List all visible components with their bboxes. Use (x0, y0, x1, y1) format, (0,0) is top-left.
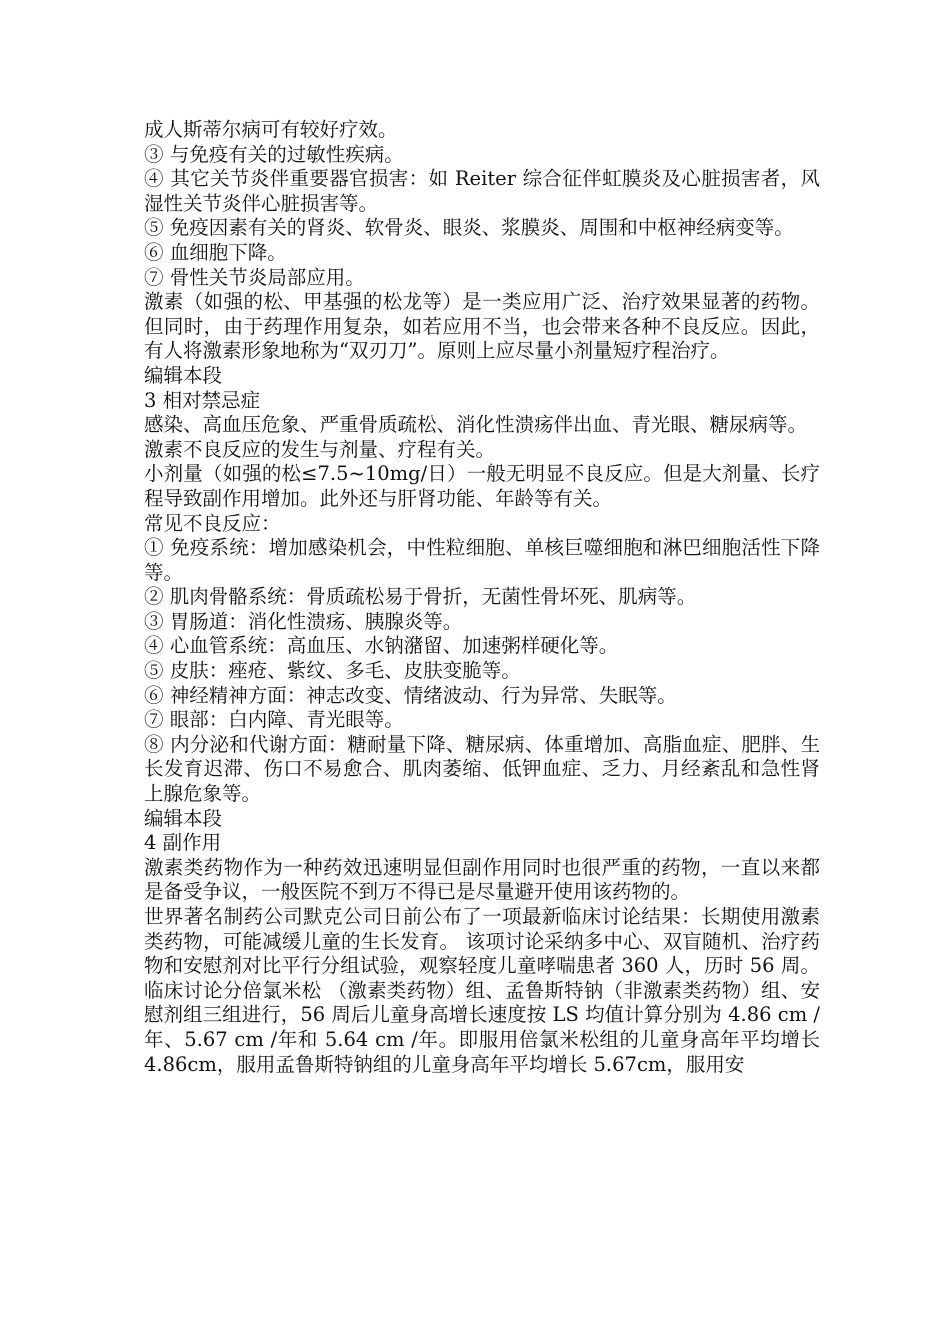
document-page (144, 118, 820, 1077)
edit-section-link[interactable]: 编辑本段 (144, 806, 223, 830)
list-item: ② 肌肉骨骼系统：骨质疏松易于骨折，无菌性骨坏死、肌病等。 (144, 585, 697, 609)
text-paragraph: 激素（如强的松、甲基强的松龙等）是一类应用广泛、治疗效果显著的药物。但同时，由于药理作用复杂，如若应用不当，也会带来各种不良反应。因此，有人将激素形象地称为“双刃刀”。原则上应尽量小剂量短疗程治疗。 (144, 290, 820, 363)
text-paragraph: 世界著名制药公司默克公司日前公布了一项最新临床讨论结果：长期使用激素类药物，可能减缓儿童的生长发育。 该项讨论采纳多中心、双盲随机、治疗药物和安慰剂对比平行分组试验，观察轻度儿童哮喘患者 360 人，历时 56 周。临床讨论分倍氯米松 （激素类药物）组、孟鲁斯特钠（非激素类药物）组、安慰剂组三组进行，56 周后儿童身高增长速度按 LS 均值计算分别为 4.86 cm /年、5.67 cm /年和 5.64 cm /年。即服用倍氯米松组的儿童身高年平均增长 4.86cm，服用孟鲁斯特钠组的儿童身高年平均增长 5.67cm，服用安 (144, 905, 820, 1076)
section-heading: 4 副作用 (144, 831, 222, 855)
list-item: ④ 心血管系统：高血压、水钠潴留、加速粥样硬化等。 (144, 634, 619, 658)
list-item: ① 免疫系统：增加感染机会，中性粒细胞、单核巨噬细胞和淋巴细胞活性下降等。 (144, 536, 820, 584)
list-item: ③ 胃肠道：消化性溃疡、胰腺炎等。 (144, 609, 463, 633)
list-item: ⑦ 骨性关节炎局部应用。 (144, 265, 365, 289)
text-paragraph: 成人斯蒂尔病可有较好疗效。 (144, 118, 398, 141)
text-paragraph: 激素类药物作为一种药效迅速明显但副作用同时也很严重的药物，一直以来都是备受争议，一般医院不到万不得已是尽量避开使用该药物的。 (144, 855, 820, 904)
text-paragraph: 常见不良反应： (144, 511, 281, 535)
list-item: ⑦ 眼部：白内障、青光眼等。 (144, 708, 404, 732)
list-item: ⑤ 皮肤：痤疮、紫纹、多毛、皮肤变脆等。 (144, 659, 521, 683)
section-heading: 3 相对禁忌症 (144, 388, 261, 412)
list-item: ③ 与免疫有关的过敏性疾病。 (144, 142, 404, 166)
list-item: ⑥ 血细胞下降。 (144, 240, 287, 264)
text-paragraph: 感染、高血压危象、严重骨质疏松、消化性溃疡伴出血、青光眼、糖尿病等。 (144, 413, 808, 437)
text-paragraph: 小剂量（如强的松≤7.5~10mg/日）一般无明显不良反应。但是大剂量、长疗程导致副作用增加。此外还与肝肾功能、年龄等有关。 (144, 462, 820, 510)
text-paragraph: 激素不良反应的发生与剂量、疗程有关。 (144, 437, 496, 461)
list-item: ⑧ 内分泌和代谢方面：糖耐量下降、糖尿病、体重增加、高脂血症、肥胖、生长发育迟滞、伤口不易愈合、肌肉萎缩、低钾血症、乏力、月经紊乱和急性肾上腺危象等。 (144, 732, 820, 806)
list-item: ④ 其它关节炎伴重要器官损害：如 Reiter 综合征伴虹膜炎及心脏损害者，风湿性关节炎伴心脏损害等。 (144, 167, 820, 215)
list-item: ⑥ 神经精神方面：神志改变、情绪波动、行为异常、失眠等。 (144, 683, 677, 707)
list-item: ⑤ 免疫因素有关的肾炎、软骨炎、眼炎、浆膜炎、周围和中枢神经病变等。 (144, 216, 794, 240)
edit-section-link[interactable]: 编辑本段 (144, 363, 223, 387)
